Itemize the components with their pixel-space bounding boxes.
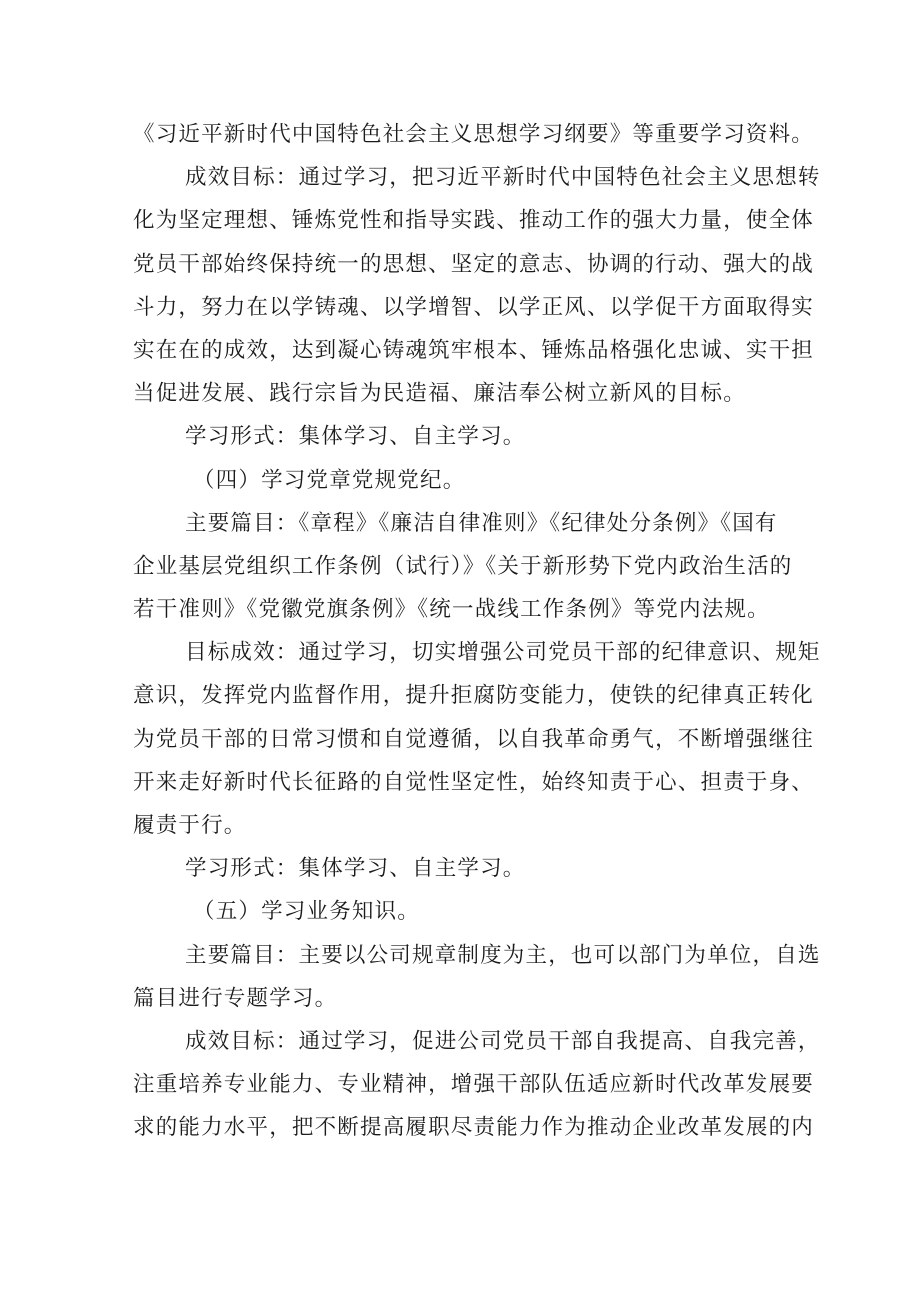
paragraph-line: 企业基层党组织工作条例（试行）》《关于新形势下党内政治生活的	[133, 553, 793, 579]
paragraph-line: 为党员干部的日常习惯和自觉遵循，以自我革命勇气，不断增强继往	[133, 726, 815, 752]
paragraph-line: 目标成效：通过学习，切实增强公司党员干部的纪律意识、规矩	[185, 640, 821, 666]
paragraph-line: 斗力，努力在以学铸魂、以学增智、以学正风、以学促干方面取得实	[133, 294, 815, 320]
paragraph-line: 篇目进行专题学习。	[133, 985, 338, 1011]
paragraph-line: 意识，发挥党内监督作用，提升拒腐防变能力，使铁的纪律真正转化	[133, 683, 815, 709]
paragraph-line: 学习形式：集体学习、自主学习。	[185, 856, 526, 882]
paragraph-line: 注重培养专业能力、专业精神，增强干部队伍适应新时代改革发展要	[133, 1072, 815, 1098]
paragraph-line: 主要篇目：主要以公司规章制度为主，也可以部门为单位，自选	[185, 942, 821, 968]
paragraph-line: 若干准则》《党徽党旗条例》《统一战线工作条例》等党内法规。	[133, 597, 770, 623]
paragraph-line: 成效目标：通过学习，促进公司党员干部自我提高、自我完善，	[185, 1028, 821, 1054]
paragraph-line: 履责于行。	[133, 813, 247, 838]
section-heading: （四）学习党章党规党纪。	[193, 467, 466, 493]
paragraph-line: 主要篇目：《章程》《廉洁自律准则》《纪律处分条例》《国有	[185, 510, 778, 536]
paragraph-line: 学习形式：集体学习、自主学习。	[185, 424, 526, 450]
paragraph-line: 当促进发展、践行宗旨为民造福、廉洁奉公树立新风的目标。	[133, 381, 746, 407]
section-heading: （五）学习业务知识。	[193, 899, 421, 925]
paragraph-line: 党员干部始终保持统一的思想、坚定的意志、协调的行动、强大的战	[133, 251, 815, 277]
paragraph-line: 实在在的成效，达到凝心铸魂筑牢根本、锤炼品格强化忠诚、实干担	[133, 337, 815, 363]
document-body	[133, 113, 821, 1150]
paragraph-line: 开来走好新时代长征路的自觉性坚定性，始终知责于心、担责于身、	[133, 769, 815, 795]
paragraph-line: 《习近平新时代中国特色社会主义思想学习纲要》等重要学习资料。	[133, 122, 815, 147]
paragraph-line: 求的能力水平，把不断提高履职尽责能力作为推动企业改革发展的内	[133, 1115, 815, 1141]
paragraph-line: 成效目标：通过学习，把习近平新时代中国特色社会主义思想转	[185, 165, 821, 191]
paragraph-line: 化为坚定理想、锤炼党性和指导实践、推动工作的强大力量，使全体	[133, 208, 815, 234]
